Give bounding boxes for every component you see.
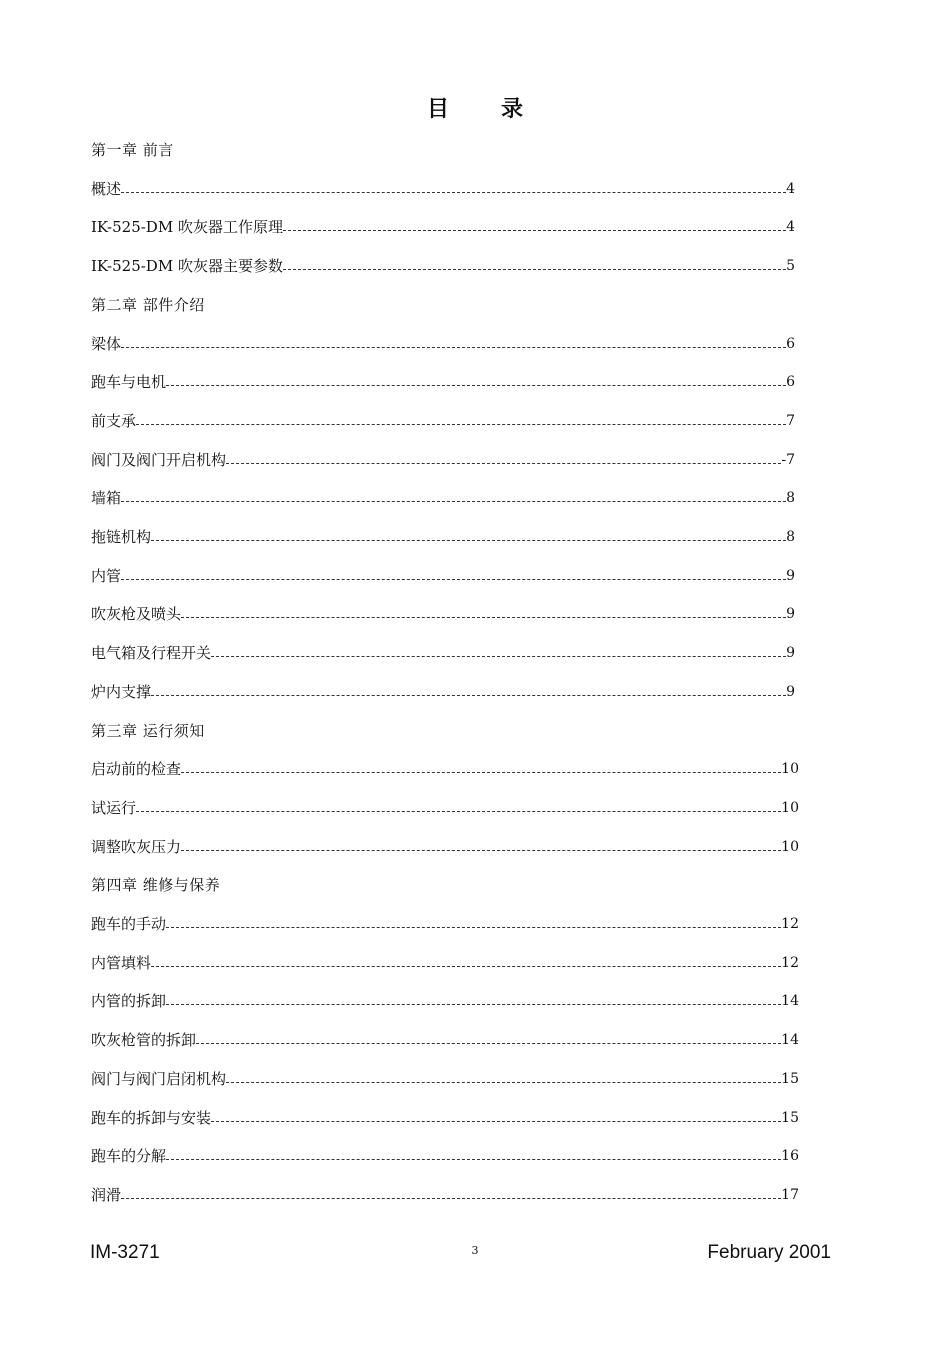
toc-entry-label: 概述 <box>91 179 122 198</box>
toc-chapter-heading <box>91 293 205 315</box>
toc-dot-leader <box>121 191 786 193</box>
toc-dot-leader <box>121 1197 781 1199</box>
toc-page-number: 6 <box>786 335 795 352</box>
toc-dot-leader <box>151 539 786 541</box>
toc-entry[interactable] <box>91 680 795 702</box>
toc-page-number: 4 <box>786 180 795 197</box>
toc-page-number: 6 <box>786 374 795 391</box>
toc-dot-leader <box>181 849 781 851</box>
toc-entry[interactable] <box>91 835 799 857</box>
page-title <box>0 92 950 123</box>
toc-dot-leader <box>226 462 781 464</box>
toc-entry[interactable] <box>91 1144 799 1166</box>
toc-chapter-heading <box>91 719 205 741</box>
toc-entry-label: 润滑 <box>91 1185 122 1204</box>
toc-page-number: 9 <box>786 606 795 623</box>
toc-entry[interactable] <box>91 602 795 624</box>
toc-page-number: 15 <box>781 1070 799 1087</box>
toc-entry-label: IK-525-DM 吹灰器主要参数 <box>91 257 283 276</box>
toc-dot-leader <box>151 694 786 696</box>
toc-dot-leader <box>181 616 786 618</box>
toc-entry[interactable] <box>91 370 795 392</box>
toc-entry-label: 墙箱 <box>91 489 122 508</box>
toc-entry[interactable] <box>91 564 795 586</box>
toc-dot-leader <box>121 578 786 580</box>
toc-dot-leader <box>283 268 786 270</box>
toc-entry-label: 调整吹灰压力 <box>91 837 182 856</box>
toc-dot-leader <box>181 771 781 773</box>
toc-entry[interactable] <box>91 525 795 547</box>
toc-entry-label: 跑车与电机 <box>91 373 167 392</box>
toc-entry[interactable] <box>91 177 795 199</box>
toc-entry[interactable] <box>91 215 795 237</box>
toc-entry[interactable] <box>91 796 799 818</box>
toc-chapter-label: 第一章 前言 <box>91 141 174 159</box>
toc-entry-label: 前支承 <box>91 411 137 430</box>
toc-page-number: 14 <box>781 993 799 1010</box>
toc-dot-leader <box>136 810 781 812</box>
toc-dot-leader <box>166 384 786 386</box>
toc-entry-label: 梁体 <box>91 334 122 353</box>
toc-dot-leader <box>211 1120 781 1122</box>
toc-entry[interactable] <box>91 989 799 1011</box>
toc-entry[interactable] <box>91 1106 799 1128</box>
toc-entry-label: 启动前的检查 <box>91 760 182 779</box>
toc-page-number: 12 <box>781 916 799 932</box>
toc-entry-label: 阀门及阀门开启机构 <box>91 450 227 469</box>
toc-chapter-heading <box>91 873 220 895</box>
toc-entry-label: 内管 <box>91 566 122 585</box>
toc-entry-label: 炉内支撑 <box>91 682 152 701</box>
toc-page-number: 9 <box>786 567 795 584</box>
toc-page-number: 10 <box>781 838 799 855</box>
toc-entry[interactable] <box>91 448 795 470</box>
toc-page-number: 9 <box>786 683 795 700</box>
toc-entry[interactable] <box>91 912 799 934</box>
toc-chapter-label: 第三章 运行须知 <box>91 721 205 740</box>
toc-page-number: 12 <box>781 954 799 971</box>
toc-dot-leader <box>121 500 786 502</box>
toc-entry[interactable] <box>91 254 795 276</box>
toc-dot-leader <box>166 1003 781 1005</box>
toc-entry[interactable] <box>91 486 795 508</box>
toc-dot-leader <box>283 229 786 231</box>
toc-page-number: 9 <box>786 645 795 662</box>
toc-entry-label: 跑车的分解 <box>91 1147 167 1166</box>
toc-entry-label: 吹灰枪及喷头 <box>91 605 182 624</box>
toc-entry-label: 阀门与阀门启闭机构 <box>91 1069 227 1088</box>
toc-entry[interactable] <box>91 1028 799 1050</box>
footer-page-number: 3 <box>471 1244 479 1257</box>
toc-page-number: 5 <box>786 258 795 275</box>
toc-entry-label: 内管的拆卸 <box>91 992 167 1011</box>
toc-page-number: 15 <box>781 1109 799 1126</box>
toc-dot-leader <box>121 346 786 348</box>
toc-page-number: 7 <box>786 412 795 429</box>
toc-page-number: 8 <box>786 529 795 545</box>
toc-chapter-heading <box>91 138 174 160</box>
toc-entry[interactable] <box>91 409 795 431</box>
toc-dot-leader <box>166 926 781 928</box>
toc-entry-label: 电气箱及行程开关 <box>91 644 212 663</box>
toc-page-number: 8 <box>786 490 795 507</box>
toc-entry[interactable] <box>91 1067 799 1089</box>
toc-page-number: 4 <box>786 219 795 236</box>
toc-entry[interactable] <box>91 641 795 663</box>
toc-chapter-label: 第二章 部件介绍 <box>91 295 205 314</box>
footer-date: February 2001 <box>707 1242 831 1263</box>
toc-entry[interactable] <box>91 757 799 779</box>
toc-chapter-label: 第四章 维修与保养 <box>91 876 221 895</box>
toc-page-number: 10 <box>781 799 799 816</box>
toc-entry-label: 吹灰枪管的拆卸 <box>91 1031 197 1050</box>
toc-dot-leader <box>166 1158 781 1160</box>
toc-entry[interactable] <box>91 951 799 973</box>
title-char-right: 录 <box>501 97 524 122</box>
toc-entry[interactable] <box>91 332 795 354</box>
toc-entry[interactable] <box>91 1183 799 1205</box>
toc-page-number: 14 <box>781 1032 799 1049</box>
toc-dot-leader <box>226 1081 781 1083</box>
toc-dot-leader <box>151 965 781 967</box>
toc-dot-leader <box>136 423 786 425</box>
toc-page-number: 10 <box>781 761 799 778</box>
toc-page-number: 17 <box>781 1186 799 1203</box>
title-char-left: 目 <box>426 97 449 122</box>
toc-page-number: 16 <box>781 1148 799 1165</box>
toc-entry-label: 试运行 <box>91 798 137 817</box>
toc-entry-label: 内管填料 <box>91 953 152 972</box>
toc-entry-label: 跑车的手动 <box>91 915 167 933</box>
toc-entry-label: IK-525-DM 吹灰器工作原理 <box>91 218 283 237</box>
footer-doc-id: IM-3271 <box>90 1242 160 1263</box>
toc-entry-label: 拖链机构 <box>91 528 152 546</box>
toc-dot-leader <box>211 655 786 657</box>
toc-dot-leader <box>196 1042 781 1044</box>
toc-entry-label: 跑车的拆卸与安装 <box>91 1108 212 1127</box>
toc-page-number: -7 <box>781 451 795 468</box>
